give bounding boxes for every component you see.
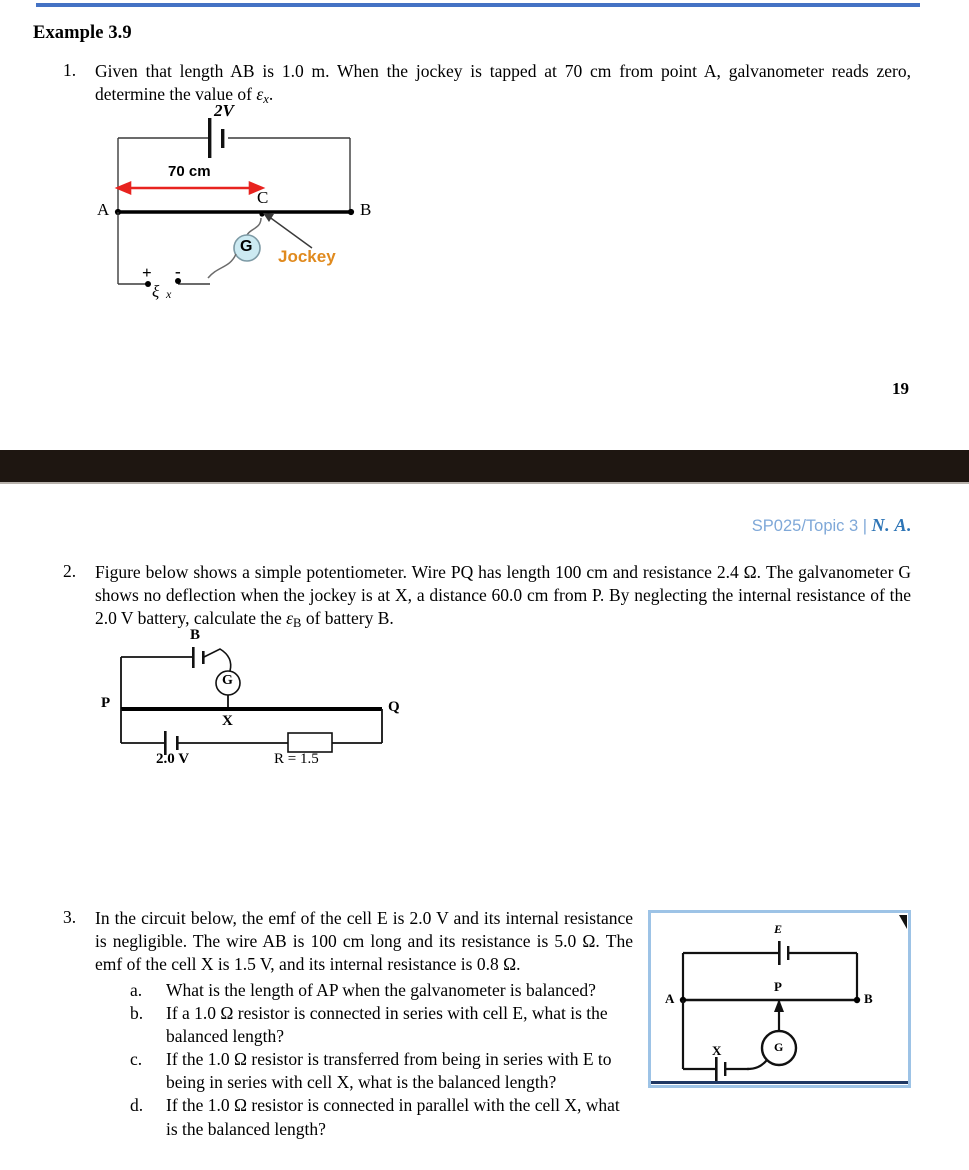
question-3-number: 3. <box>63 907 77 927</box>
diagram1-point-a: A <box>97 200 110 219</box>
diagram-3-baseline <box>651 1081 908 1084</box>
document-header <box>752 515 912 536</box>
diagram2-resistor-label: R = 1.5 <box>274 751 319 767</box>
page-one <box>0 0 969 450</box>
diagram3-cell-x-label: X <box>712 1043 722 1058</box>
list-item <box>130 1002 633 1048</box>
question-3-sublist <box>130 979 633 1141</box>
list-item <box>130 1048 633 1094</box>
page-separator-band <box>0 450 969 482</box>
diagram3-point-b: B <box>864 991 873 1006</box>
cell-emf-symbol: ξ <box>152 282 160 301</box>
diagram-2-svg <box>92 627 422 772</box>
diagram2-galvanometer-label: G <box>222 673 233 688</box>
sub-item-letter: c. <box>130 1049 143 1070</box>
diagram1-point-b: B <box>360 200 372 219</box>
cell-plus-terminal: + <box>142 263 152 282</box>
sub-item-text: If the 1.0 Ω resistor is transferred from being in series with E to being in series with cell X, what is the balanced length? <box>166 1049 612 1093</box>
list-item <box>130 979 633 1002</box>
sub-item-letter: d. <box>130 1095 144 1116</box>
list-item <box>130 1094 633 1140</box>
header-course-label: SP025/Topic 3 | <box>751 517 868 535</box>
diagram2-point-x: X <box>222 713 233 729</box>
sub-item-letter: b. <box>130 1003 144 1024</box>
diagram2-point-p: P <box>101 695 111 711</box>
cell-minus-terminal: - <box>175 262 181 281</box>
page-number: 19 <box>892 379 909 398</box>
diagram3-galvanometer-label: G <box>774 1040 784 1054</box>
sub-item-text: If a 1.0 Ω resistor is connected in series with cell E, what is the balanced length? <box>166 1003 608 1047</box>
diagram1-point-c: C <box>257 188 269 207</box>
diagram3-point-p: P <box>774 979 782 994</box>
diagram1-galvanometer-label: G <box>240 238 253 255</box>
sub-item-text: If the 1.0 Ω resistor is connected in parallel with the cell X, what is the balanced length? <box>166 1095 620 1139</box>
diagram2-point-q: Q <box>388 699 400 715</box>
distance-label-70cm: 70 cm <box>168 163 211 180</box>
cell-emf-subscript: x <box>166 287 172 301</box>
battery-label-2v: 2V <box>214 101 234 120</box>
question-2-text: Figure below shows a simple potentiometer. Wire PQ has length 100 cm and resistance 2.4 Ω. The galvanometer G shows no deflection when the jockey is at X, a distance 60.0 cm from P. By neglecting the internal resistance of the 2.0 V battery, calculate the $\varepsilon_B$ of battery B. <box>95 562 911 631</box>
jockey-label: Jockey <box>278 247 336 266</box>
sub-item-text: What is the length of AP when the galvanometer is balanced? <box>166 980 596 1000</box>
question-3-text: In the circuit below, the emf of the cell E is 2.0 V and its internal resistance is negligible. The wire AB is 100 cm long and its resistance is 5.0 Ω. The emf of the cell X is 1.5 V, and its internal resistance is 0.8 Ω. <box>95 908 633 975</box>
diagram3-cell-e-label: E <box>774 922 783 936</box>
diagram-potentiometer-3 <box>651 913 908 1085</box>
diagram-potentiometer-2 <box>92 627 422 772</box>
page-title: Example 3.9 <box>33 23 132 43</box>
diagram3-point-a: A <box>665 991 675 1006</box>
question-1-number: 1. <box>63 60 77 80</box>
question-1-text: Given that length AB is 1.0 m. When the jockey is tapped at 70 cm from point A, galvanometer reads zero, determine the value of $\varepsilon_x$. <box>95 61 911 107</box>
header-author-label: N. A. <box>871 515 912 535</box>
diagram2-battery-voltage-label: 2.0 V <box>156 751 190 767</box>
sub-item-letter: a. <box>130 980 143 1000</box>
diagram-potentiometer-1 <box>90 100 410 320</box>
diagram2-battery-b-label: B <box>190 627 201 643</box>
question-2-number: 2. <box>63 561 77 581</box>
diagram-potentiometer-3-frame <box>648 910 911 1088</box>
